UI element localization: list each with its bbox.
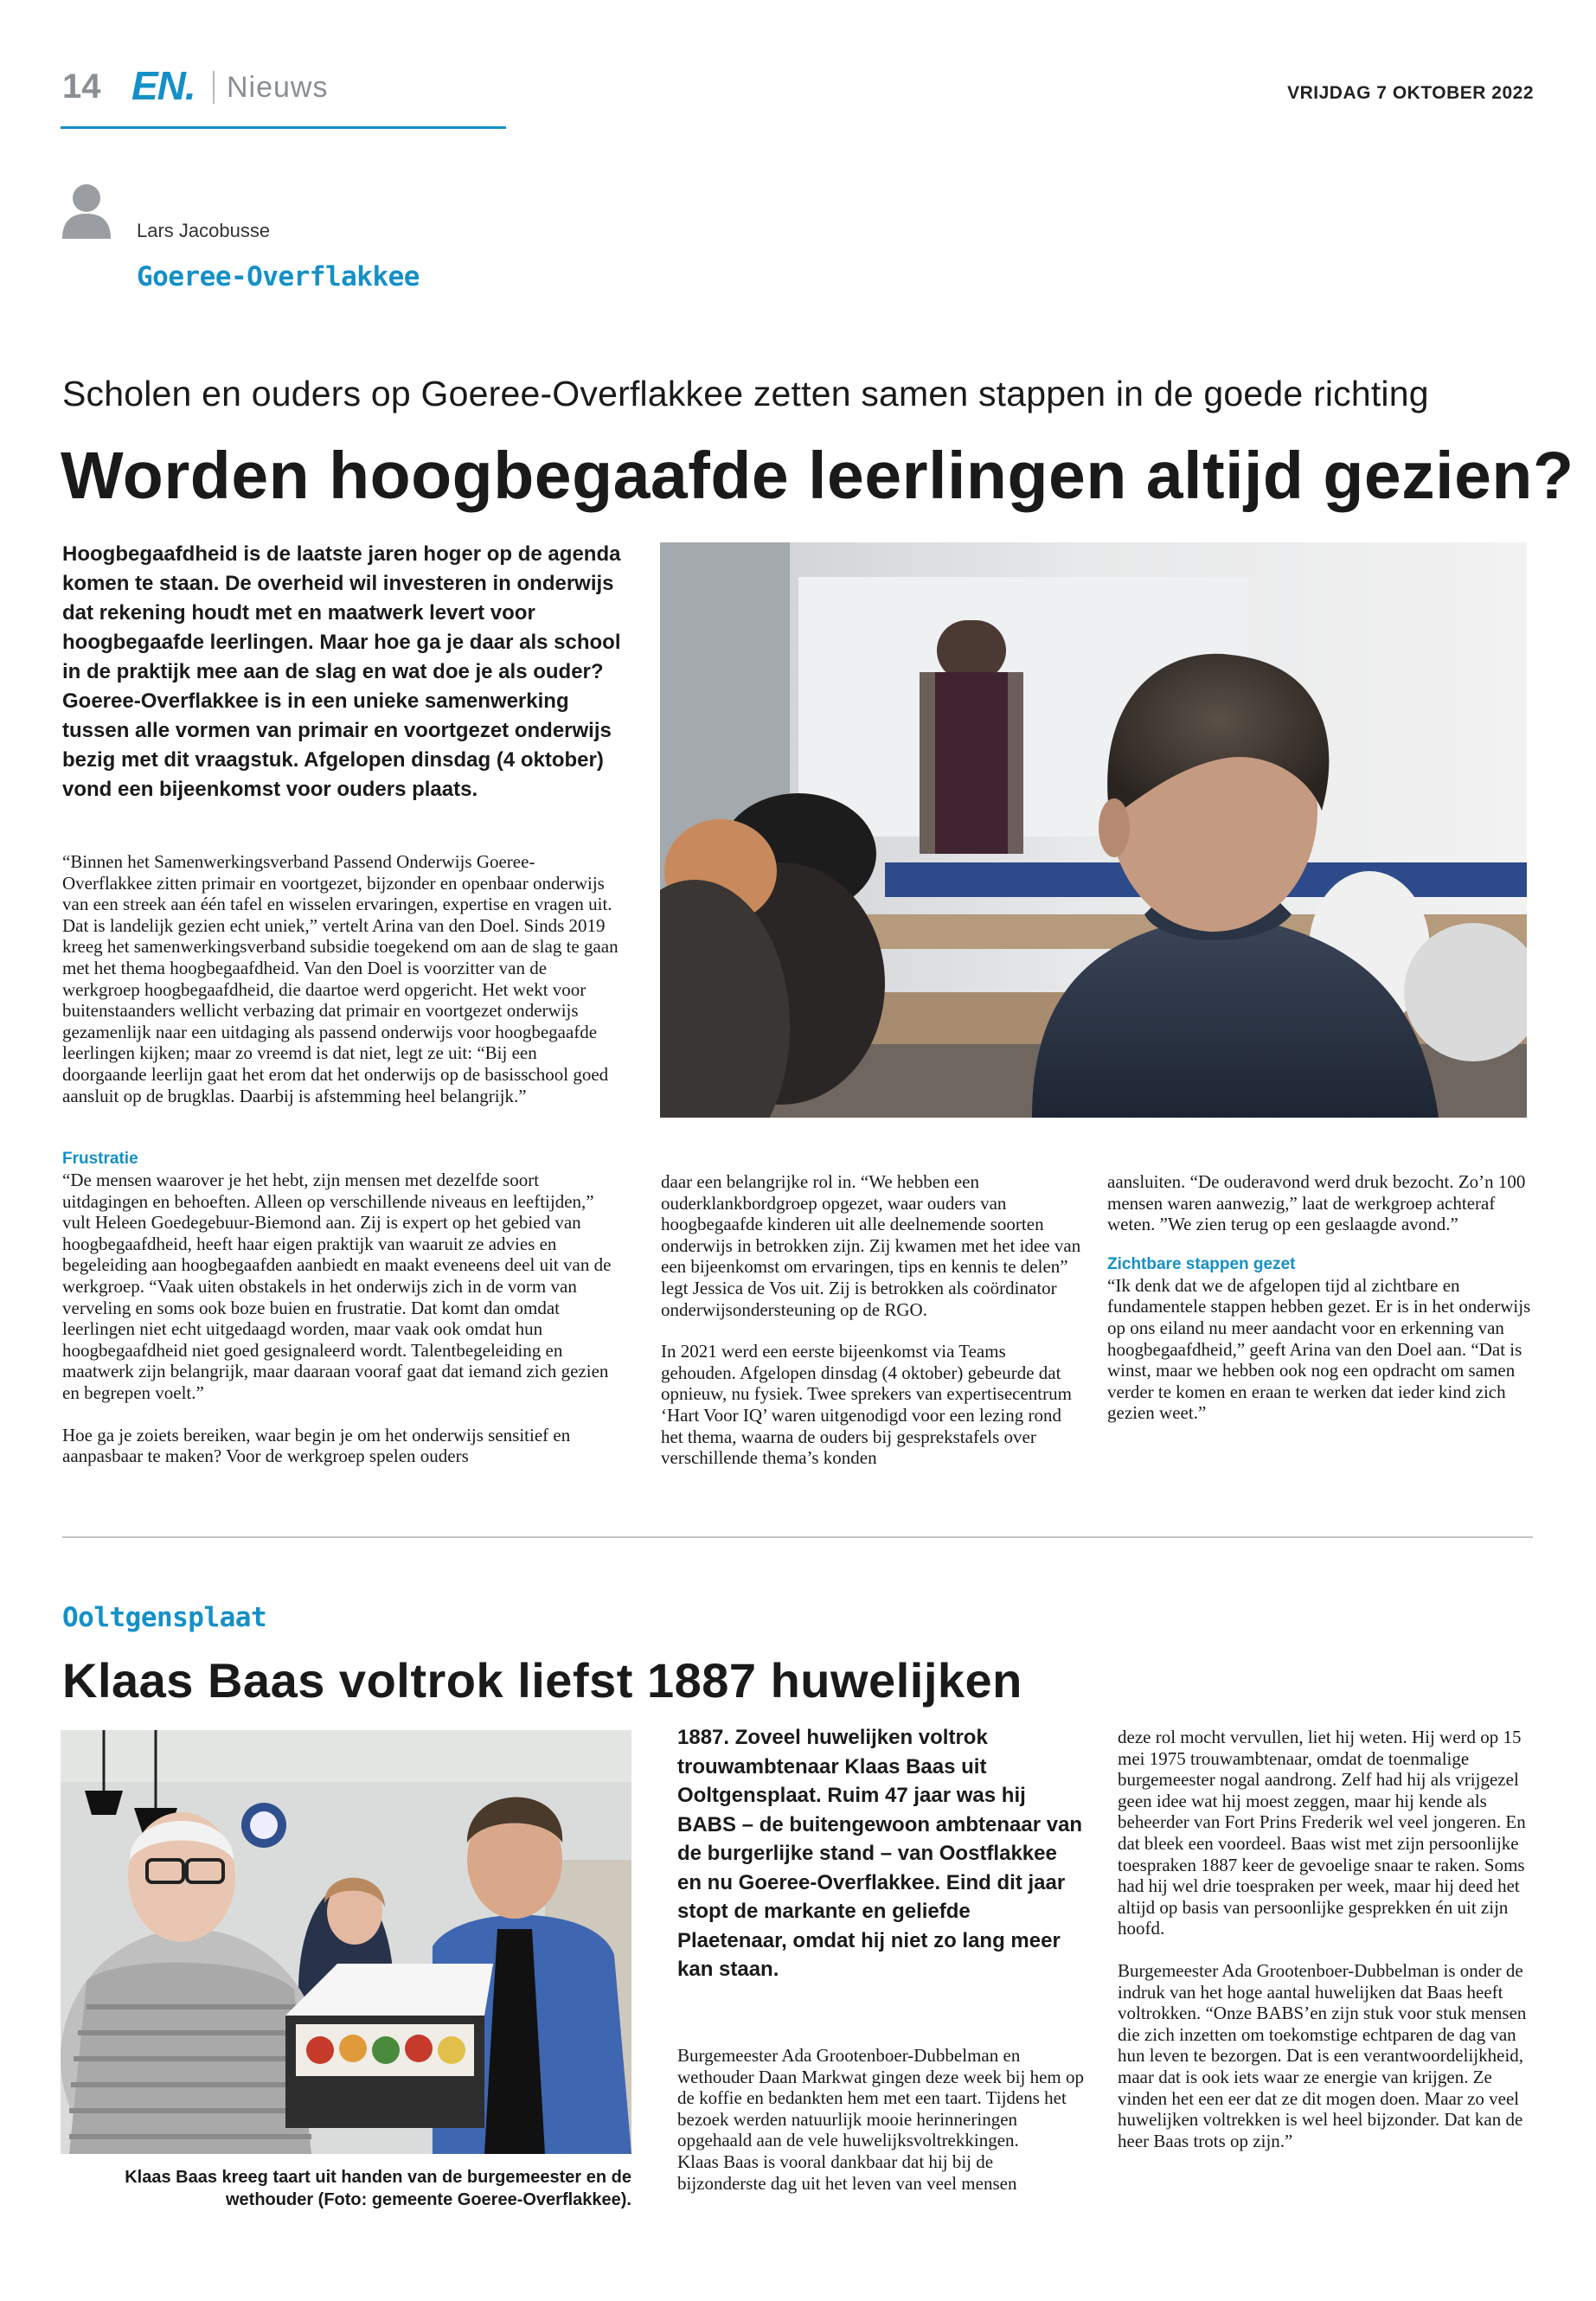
subheading-zichtbare-stappen: Zichtbare stappen gezet [1107,1254,1296,1273]
article-lead: Hoogbegaafdheid is de laatste jaren hoger op de agenda komen te staan. De overheid wil investeren in onderwijs dat rekening houdt met en maatwerk levert voor hoogbegaafde leerlingen. Maar hoe ga je daar als school in de praktijk mee aan de slag en wat doe je als ouder? Goeree-Overflakkee is in een unieke samenwerking tussen alle vormen van primair en voortgezet onderwijs bezig met dit vraagstuk. Afgelopen dinsdag (4 oktober) vond een bijeenkomst voor ouders plaats. [62,542,621,801]
body-paragraph: “Ik denk dat we de afgelopen tijd al zichtbare en fundamentele stappen hebben gezet. Er is in het onderwijs op ons eiland nu meer aandacht voor en erkenning van hoogbegaafdheid,” geeft Arina van den Doel aan. “Dat is winst, maar we hebben ook nog een opdracht om samen verder te komen en eraan te werken dat ieder kind zich gezien weet.” [1107,1274,1531,1424]
body-paragraph: Burgemeester Ada Grootenboer-Dubbelman en wethouder Daan Markwat gingen deze week bij hem op de koffie en bedankten hem met een taart. Tijdens het bezoek werden natuurlijk mooie herinneringen opgehaald aan de vele huwelijksvoltrekkingen. [677,2045,1084,2151]
newspaper-logo: EN. [131,63,195,108]
region-label: Ooltgensplaat [62,1602,267,1633]
mayor-cake-photo [61,1730,631,2154]
classroom-photo [660,542,1527,1118]
article-lead: 1887. Zoveel huwelijken voltrok trouwambtenaar Klaas Baas uit Ooltgensplaat. Ruim 47 jaar was hij BABS – de buitengewoon ambtenaar van de burgerlijke stand – van Oostflakkee en nu Goeree-Overflakkee. Eind dit jaar stopt de markante en geliefde Plaetenaar, omdat hij niet zo lang meer kan staan. [677,1726,1083,1981]
body-paragraph: Burgemeester Ada Grootenboer-Dubbelman is onder de indruk van het hoge aantal huwelijken dat Baas heeft voltrokken. “Onze BABS’en zijn stuk voor stuk mensen die zich inzetten om toekomstige echtparen de dag van hun leven te bezorgen. Dat is een verantwoordelijkheid, maar dat is ook iets waar ze energie van krijgen. Ze vinden het een eer dat ze dit mogen doen. Maar zo veel huwelijken voltrekken is wel heel bijzonder. Dat kan de heer Baas trots op zijn.” [1118,1959,1527,2151]
body-paragraph: Hoe ga je zoiets bereiken, waar begin je om het onderwijs sensitief en aanpasbaar te maken? Voor de werkgroep spelen ouders [62,1424,571,1467]
header-date: VRIJDAG 7 OKTOBER 2022 [1287,83,1534,103]
header-rule [61,126,506,129]
photo-caption: Klaas Baas kreeg taart uit handen van de burgemeester en de wethouder (Foto: gemeente Goeree-Overflakkee). [125,2168,631,2209]
subheading-frustratie: Frustratie [62,1150,138,1168]
body-paragraph: Klaas Baas is vooral dankbaar dat hij bij de bijzonderste dag uit het leven van veel mensen [677,2150,1017,2194]
header-divider [213,71,215,104]
body-paragraph: daar een belangrijke rol in. “We hebben een ouderklankbordgroep opgezet, waar ouders van hoogbegaafde kinderen uit alle deelnemende soorten onderwijs in betrokken zijn. Zij kwamen met het idee van een bijeenkomst om ervaringen, tips en kennis te delen” legt Jessica de Vos uit. Zij is betrokken als coördinator onderwijsondersteuning op de RGO. [661,1171,1081,1320]
body-paragraph: In 2021 werd een eerste bijeenkomst via Teams gehouden. Afgelopen dinsdag (4 oktober) gebeurde dat opnieuw, nu fysiek. Twee sprekers van expertisecentrum ‘Hart Voor IQ’ waren uitgenodigd voor een lezing rond het thema, waarna de ouders bij gesprekstafels over verschillende thema’s konden [661,1341,1072,1469]
article-column-3 [1107,1171,1531,1424]
region-label: Goeree-Overflakkee [137,261,420,292]
section-divider [62,1536,1533,1538]
classroom-photo-illustration [660,542,1527,1118]
article-column-1 [62,1149,625,1467]
author-avatar-icon [61,182,112,239]
article-headline: Klaas Baas voltrok liefst 1887 huwelijken [62,1653,1022,1708]
main-headline: Worden hoogbegaafde leerlingen altijd gezien? [61,439,1574,513]
author-name: Lars Jacobusse [137,220,271,241]
section-label: Nieuws [227,71,329,104]
article-column-1-top [62,851,625,1106]
mayor-cake-photo-illustration [61,1730,631,2154]
page-number: 14 [62,67,101,106]
body-paragraph: “Binnen het Samenwerkingsverband Passend Onderwijs Goeree-Overflakkee zitten primair en voortgezet, bijzonder en openbaar onderwijs van een streek aan één tafel en wisselen ervaringen, expertise en vragen uit. Dat is landelijk gezien echt uniek,” vertelt Arina van den Doel. Sinds 2019 kreeg het samenwerkingsverband subsidie toegekend om aan de slag te gaan met het thema hoogbegaafdheid. Van den Doel is voorzitter van de werkgroep hoogbegaafdheid, die daartoe werd opgericht. Het wekt voor buitenstaanders wellicht verbazing dat primair en voortgezet onderwijs gezamenlijk naar een uitdaging als passend onderwijs voor hoogbegaafde leerlingen kijken; maar zo vreemd is dat niet, legt ze uit: “Bij een doorgaande leerlijn gaat het erom dat het onderwijs op de basisschool goed aansluit op de brugklas. Daarbij is afstemming heel belangrijk.” [62,851,619,1106]
body-paragraph: deze rol mocht vervullen, liet hij weten. Hij werd op 15 mei 1975 trouwambtenaar, omdat de toenmalige burgemeester nogal aandrong. Zelf had hij als vrijgezel geen idee wat hij moest zeggen, maar hij kende als beheerder van Fort Prins Frederik wel veel jongeren. En dat bleek een voordeel. Baas wist met zijn persoonlijke toespraken 1887 keer de gevoelige snaar te raken. Soms had hij wel drie toespraken per week, maar hij deed het altijd op basis van persoonlijke gesprekken én uit zijn hoofd. [1118,1727,1526,1939]
sub-headline: Scholen en ouders op Goeree-Overflakkee zetten samen stappen in de goede richting [62,374,1429,413]
body-paragraph: aansluiten. “De ouderavond werd druk bezocht. Zo’n 100 mensen waren aanwezig,” laat de werkgroep achteraf weten. ”We zien terug op een geslaagde avond.” [1107,1171,1526,1235]
article-column-3 [1118,1727,1533,2151]
article-column-2 [677,2045,1084,2194]
article-column-2 [661,1171,1085,1469]
body-paragraph: “De mensen waarover je het hebt, zijn mensen met dezelfde soort uitdagingen en behoeften. Alleen op verschillende niveaus en leeftijden,” vult Heleen Goedegebuur-Biemond aan. Zij is expert op het gebied van hoogbegaafdheid, heeft haar eigen praktijk van waaruit ze advies en begeleiding aan hoogbegaafden aanbiedt en maakt eveneens deel uit van de werkgroep. “Vaak uiten obstakels in het onderwijs zich in de vorm van verveling en soms ook boze buien en frustratie. Dat komt dan omdat leerlingen niet echt uitgedaagd worden, maar vaak ook omdat hun hoogbegaafdheid niet goed gesignaleerd wordt. Talentbegeleiding en maatwerk zijn belangrijk, maar daaraan vooraf gaat dat iemand zich gezien en begrepen voelt.” [62,1170,612,1403]
